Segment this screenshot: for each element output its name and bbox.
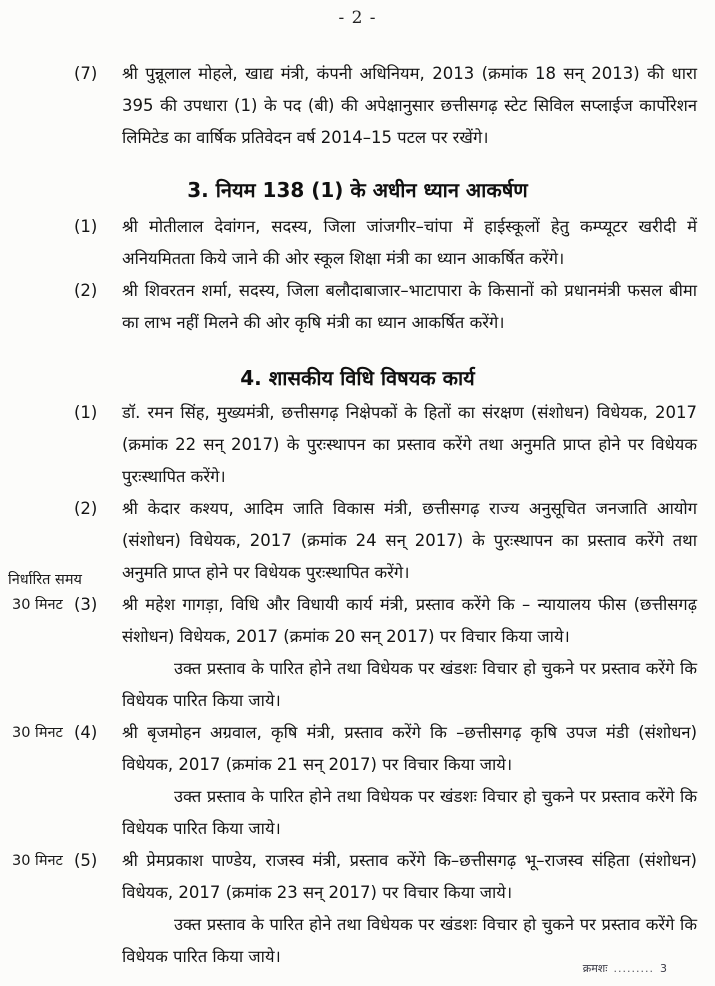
item-text [122, 493, 697, 589]
allotted-time-note [0, 572, 82, 717]
item-text [122, 58, 697, 154]
carryover-item-7 [0, 58, 715, 154]
item-text [122, 717, 697, 845]
item-text [122, 845, 697, 973]
footer-continuation [583, 961, 667, 976]
legislative-item-4 [0, 717, 715, 845]
allotted-time-value: 30 मिनट [12, 725, 63, 741]
margin-gutter [0, 58, 72, 154]
item-number: (5) [74, 851, 98, 870]
item-number: (1) [74, 403, 98, 422]
item-paragraph: श्री शिवरतन शर्मा, सदस्य, जिला बलौदाबाजार–भाटापारा के किसानों को प्रधानमंत्री फसल बीमा का लाभ नहीं मिलने की ओर कृषि मंत्री का ध्यान आकर्षित करेंगे। [122, 281, 697, 332]
item-number: (2) [74, 499, 98, 518]
legislative-item-1 [0, 397, 715, 493]
item-paragraph: श्री मोतीलाल देवांगन, सदस्य, जिला जांजगीर–चांपा में हाईस्कूलों हेतु कम्प्यूटर खरीदी में अनियमितता किये जाने की ओर स्कूल शिक्षा मंत्री का ध्यान आकर्षित करेंगे। [122, 217, 697, 268]
margin-gutter [0, 211, 72, 275]
item-paragraph: डॉ. रमन सिंह, मुख्यमंत्री, छत्तीसगढ़ निक्षेपकों के हितों का संरक्षण (संशोधन) विधेयक, 2017 (क्रमांक 22 सन् 2017) के पुरःस्थापन का प्रस्ताव करेंगे तथा अनुमति प्राप्त होने पर विधेयक पुरःस्थापित करेंगे। [122, 403, 697, 486]
allotted-time-value: 30 मिनट [12, 597, 63, 613]
margin-gutter [0, 397, 72, 493]
item-number: (2) [74, 281, 98, 300]
item-text [122, 275, 697, 339]
item-text [122, 589, 697, 717]
section-3-heading: 3. नियम 138 (1) के अधीन ध्यान आकर्षण [187, 178, 528, 202]
attention-item-1 [0, 211, 715, 275]
item-paragraph: उक्त प्रस्ताव के पारित होने तथा विधेयक पर खंडशः विचार हो चुकने पर प्रस्ताव करेंगे कि विधेयक पारित किया जाये। [122, 787, 697, 838]
item-paragraph: उक्त प्रस्ताव के पारित होने तथा विधेयक पर खंडशः विचार हो चुकने पर प्रस्ताव करेंगे कि विधेयक पारित किया जाये। [122, 659, 697, 710]
allotted-time-note [0, 717, 72, 845]
item-number: (3) [74, 595, 98, 614]
item-number: (7) [74, 64, 98, 83]
item-paragraph: श्री पुन्नूलाल मोहले, खाद्य मंत्री, कंपनी अधिनियम, 2013 (क्रमांक 18 सन् 2013) की धारा 395 की उपधारा (1) के पद (बी) की अपेक्षानुसार छत्तीसगढ़ स्टेट सिविल सप्लाईज कार्पोरेशन लिमिटेड का वार्षिक प्रतिवेदन वर्ष 2014–15 पटल पर रखेंगे। [122, 64, 697, 147]
continuation-label: क्रमशः [582, 962, 608, 975]
item-paragraph: श्री महेश गागड़ा, विधि और विधायी कार्य मंत्री, प्रस्ताव करेंगे कि – न्यायालय फीस (छत्तीसगढ़ संशोधन) विधेयक, 2017 (क्रमांक 20 सन् 2017) पर विचार किया जाये। [122, 595, 697, 646]
legislative-item-3 [0, 572, 715, 717]
continuation-dots: ......... [613, 962, 654, 975]
item-paragraph: श्री प्रेमप्रकाश पाण्डेय, राजस्व मंत्री, प्रस्ताव करेंगे कि–छत्तीसगढ़ भू–राजस्व संहिता (संशोधन) विधेयक, 2017 (क्रमांक 23 सन् 2017) पर विचार किया जाये। [122, 851, 697, 902]
item-text [122, 397, 697, 493]
section-4-heading: 4. शासकीय विधि विषयक कार्य [240, 366, 475, 390]
margin-gutter [0, 275, 72, 339]
next-page-number: 3 [660, 962, 667, 975]
item-paragraph: उक्त प्रस्ताव के पारित होने तथा विधेयक पर खंडशः विचार हो चुकने पर प्रस्ताव करेंगे कि विधेयक पारित किया जाये। [122, 915, 697, 966]
item-number: (1) [74, 217, 98, 236]
allotted-time-note [0, 845, 72, 973]
item-text [122, 211, 697, 275]
item-paragraph: श्री केदार कश्यप, आदिम जाति विकास मंत्री, छत्तीसगढ़ राज्य अनुसूचित जनजाति आयोग (संशोधन) विधेयक, 2017 (क्रमांक 24 सन् 2017) के पुरःस्थापन का प्रस्ताव करेंगे तथा अनुमति प्राप्त होने पर विधेयक पुरःस्थापित करेंगे। [122, 499, 697, 582]
allotted-time-label: निर्धारित समय [8, 572, 82, 588]
legislative-item-2 [0, 493, 715, 589]
legislative-item-5 [0, 845, 715, 973]
item-number: (4) [74, 723, 98, 742]
page-number: - 2 - [338, 8, 377, 28]
attention-item-2 [0, 275, 715, 339]
allotted-time-value: 30 मिनट [12, 853, 63, 869]
item-paragraph: श्री बृजमोहन अग्रवाल, कृषि मंत्री, प्रस्ताव करेंगे कि –छत्तीसगढ़ कृषि उपज मंडी (संशोधन) विधेयक, 2017 (क्रमांक 21 सन् 2017) पर विचार किया जाये। [122, 723, 697, 774]
